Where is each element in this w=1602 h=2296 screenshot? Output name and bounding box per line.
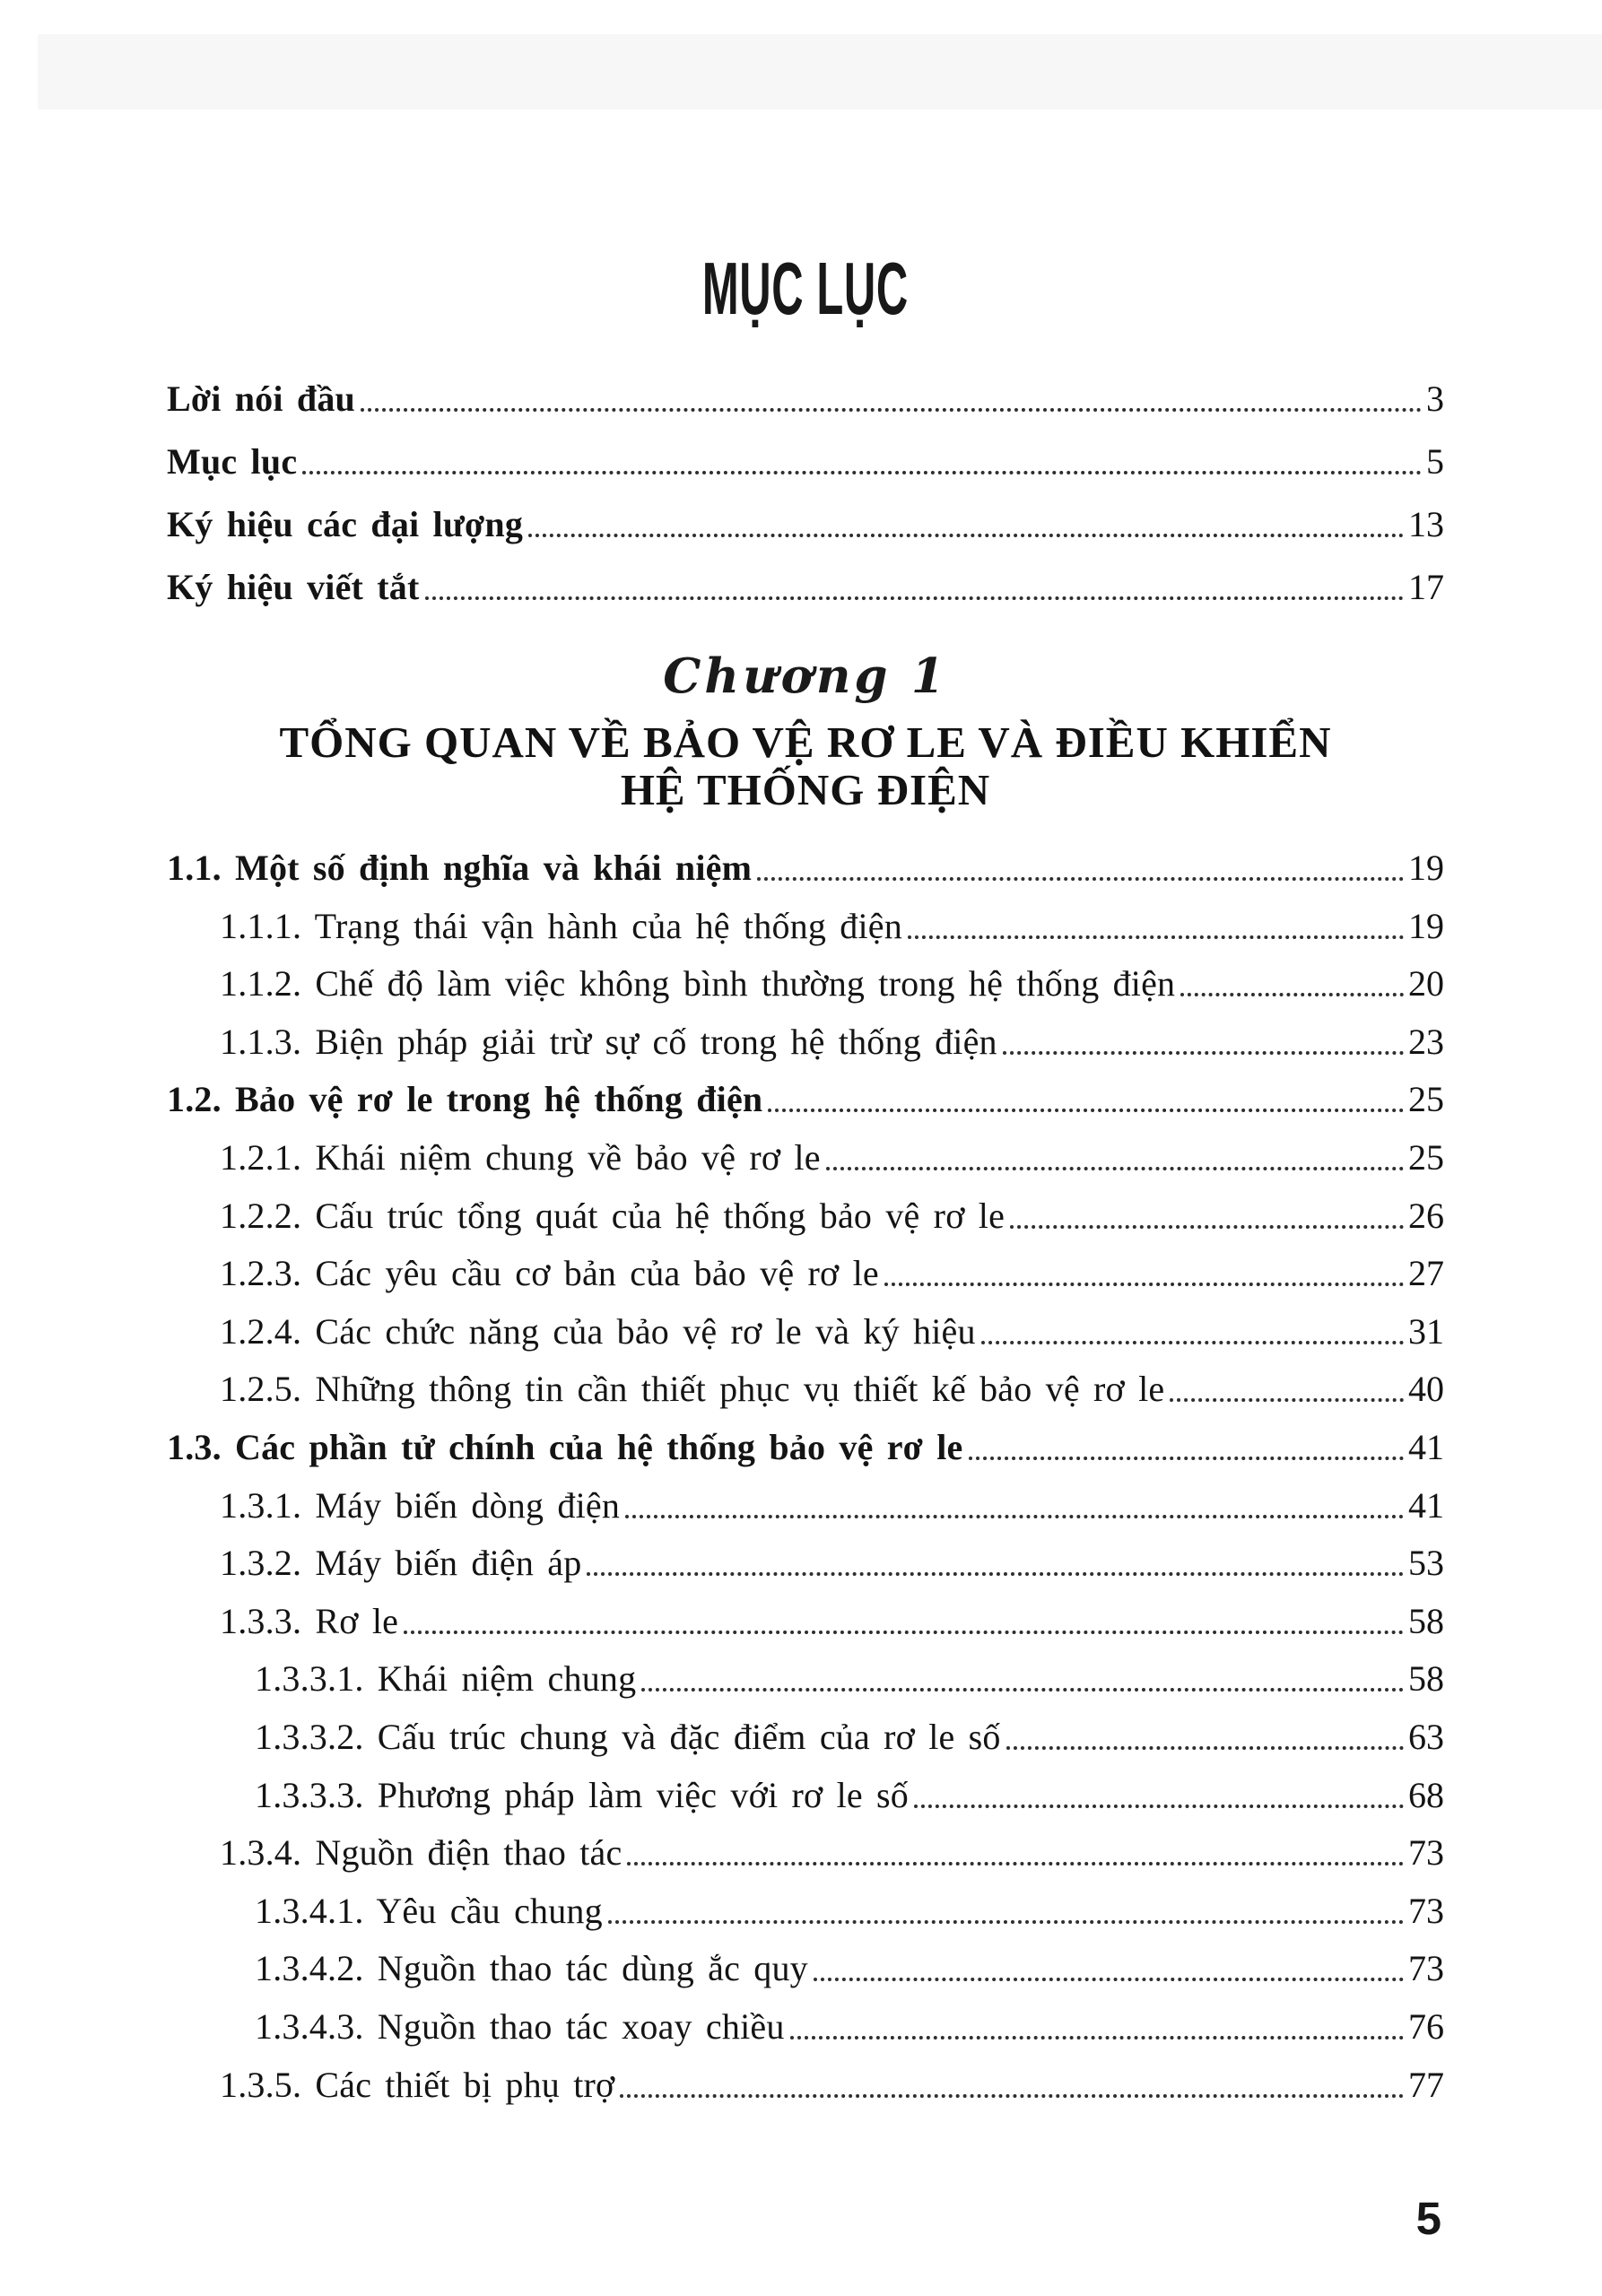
entry-page-number: 73 [1408, 1832, 1444, 1873]
entry-label: 1.2.1. Khái niệm chung về bảo vệ rơ le [220, 1137, 821, 1178]
toc-entry [255, 1719, 1444, 1755]
front-matter-entry [167, 378, 1444, 419]
toc-entry [255, 1893, 1444, 1929]
dot-leader [641, 1688, 1404, 1692]
chapter-title-line1: TỔNG QUAN VỀ BẢO VỆ RƠ LE VÀ ĐIỀU KHIỂN [279, 718, 1332, 767]
entry-label: Ký hiệu viết tắt [167, 567, 420, 607]
toc-entry [255, 1775, 1444, 1815]
entry-page-number: 76 [1408, 2006, 1444, 2047]
entry-label: 1.3.4.3. Nguồn thao tác xoay chiều [255, 2006, 785, 2047]
entry-page-number: 25 [1408, 1137, 1444, 1178]
entry-label: 1.3.5. Các thiết bị phụ trợ [220, 2065, 615, 2105]
entry-label: 1.3.3.2. Cấu trúc chung và đặc điểm của rơ le số [255, 1717, 1001, 1757]
entry-page-number: 31 [1408, 1311, 1444, 1352]
entry-label: Mục lục [167, 441, 298, 482]
dot-leader [1003, 1051, 1404, 1055]
dot-leader [969, 1457, 1405, 1460]
toc-entry [220, 1137, 1444, 1178]
toc-entry [255, 2006, 1444, 2047]
entry-label: 1.1. Một số định nghĩa và khái niệm [167, 848, 753, 888]
page-title-text: MỤC LỤC [702, 247, 909, 330]
dot-leader [620, 2094, 1404, 2098]
scan-shading-band [38, 34, 1602, 109]
entry-page-number: 53 [1408, 1543, 1444, 1583]
entry-label: 1.2.5. Những thông tin cần thiết phục vụ thiết kế bảo vệ rơ le [220, 1369, 1165, 1409]
entry-label: 1.3.4.2. Nguồn thao tác dùng ắc quy [255, 1948, 808, 1988]
toc-entry [255, 1948, 1444, 1988]
front-matter-entry [167, 441, 1444, 482]
entry-page-number: 20 [1408, 963, 1444, 1004]
entry-page-number: 17 [1408, 567, 1444, 607]
toc-entry [167, 1427, 1444, 1467]
toc-entry [220, 1485, 1444, 1526]
toc-entry [220, 1024, 1444, 1060]
entry-page-number: 13 [1408, 504, 1444, 544]
entry-page-number: 19 [1408, 906, 1444, 946]
dot-leader [981, 1341, 1404, 1344]
chapter-script-label: Chương 1 [663, 648, 948, 704]
front-matter-entry [167, 567, 1444, 607]
entry-label: 1.3. Các phần tử chính của hệ thống bảo vệ rơ le [167, 1427, 963, 1467]
toc-entry [255, 1658, 1444, 1699]
entry-page-number: 5 [1426, 441, 1444, 482]
toc-entry [220, 1832, 1444, 1873]
entry-label: 1.2.4. Các chức năng của bảo vệ rơ le và ký hiệu [220, 1311, 976, 1352]
dot-leader [908, 935, 1404, 939]
entry-page-number: 73 [1408, 1891, 1444, 1931]
toc-entry [220, 1311, 1444, 1352]
dot-leader [627, 1862, 1404, 1866]
entry-label: 1.3.1. Máy biến dòng điện [220, 1485, 621, 1526]
dot-leader [757, 877, 1404, 881]
entry-label: 1.3.4. Nguồn điện thao tác [220, 1832, 623, 1873]
dot-leader [528, 534, 1404, 537]
entry-label: 1.3.3.1. Khái niệm chung [255, 1658, 637, 1699]
front-matter-entry [167, 504, 1444, 544]
toc-entry [167, 1079, 1444, 1119]
dot-leader [425, 596, 1404, 600]
entry-page-number: 73 [1408, 1948, 1444, 1988]
dot-leader [361, 408, 1422, 412]
entry-page-number: 19 [1408, 848, 1444, 888]
dot-leader [790, 2036, 1404, 2039]
entry-label: 1.3.3. Rơ le [220, 1601, 399, 1641]
entry-page-number: 58 [1408, 1658, 1444, 1699]
entry-label: 1.3.4.1. Yêu cầu chung [255, 1891, 603, 1931]
toc-entry [220, 1371, 1444, 1407]
entry-label: 1.1.3. Biện pháp giải trừ sự cố trong hệ thống điện [220, 1022, 997, 1062]
toc-entry [220, 1545, 1444, 1581]
entry-page-number: 41 [1408, 1427, 1444, 1467]
toc-entry [220, 1198, 1444, 1234]
entry-page-number: 68 [1408, 1775, 1444, 1815]
page-title [167, 247, 1444, 330]
dot-leader [1006, 1746, 1404, 1750]
entry-label: 1.1.2. Chế độ làm việc không bình thường trong hệ thống điện [220, 963, 1176, 1004]
entry-page-number: 26 [1408, 1196, 1444, 1236]
chapter-title-line2: HỆ THỐNG ĐIỆN [620, 765, 991, 814]
toc-entry [220, 1253, 1444, 1293]
dot-leader [884, 1283, 1404, 1286]
toc-entry [220, 963, 1444, 1004]
entry-page-number: 25 [1408, 1079, 1444, 1119]
toc-entry [167, 850, 1444, 886]
dot-leader [608, 1920, 1404, 1924]
dot-leader [1170, 1398, 1404, 1402]
entry-page-number: 3 [1426, 378, 1444, 419]
entry-label: Ký hiệu các đại lượng [167, 504, 524, 544]
entry-page-number: 58 [1408, 1601, 1444, 1641]
entry-label: 1.1.1. Trạng thái vận hành của hệ thống điện [220, 906, 902, 946]
entry-label: Lời nói đầu [167, 378, 355, 419]
entry-label: 1.3.3.3. Phương pháp làm việc với rơ le số [255, 1775, 910, 1815]
toc-entry [220, 906, 1444, 946]
entry-label: 1.2.3. Các yêu cầu cơ bản của bảo vệ rơ le [220, 1253, 879, 1293]
dot-leader [625, 1515, 1404, 1518]
dot-leader [587, 1572, 1404, 1576]
toc-entry [220, 2067, 1444, 2103]
dot-leader [768, 1109, 1404, 1112]
entry-page-number: 23 [1408, 1022, 1444, 1062]
entry-label: 1.2. Bảo vệ rơ le trong hệ thống điện [167, 1079, 763, 1119]
toc-entry [220, 1601, 1444, 1641]
entry-page-number: 63 [1408, 1717, 1444, 1757]
entry-page-number: 41 [1408, 1485, 1444, 1526]
dot-leader [1010, 1225, 1404, 1229]
entry-page-number: 27 [1408, 1253, 1444, 1293]
dot-leader [914, 1805, 1404, 1808]
dot-leader [826, 1167, 1404, 1170]
entry-page-number: 77 [1408, 2065, 1444, 2105]
entry-page-number: 40 [1408, 1369, 1444, 1409]
dot-leader [404, 1631, 1404, 1634]
dot-leader [1180, 993, 1404, 996]
dot-leader [302, 471, 1422, 474]
entry-label: 1.3.2. Máy biến điện áp [220, 1543, 582, 1583]
entry-label: 1.2.2. Cấu trúc tổng quát của hệ thống bảo vệ rơ le [220, 1196, 1006, 1236]
dot-leader [814, 1978, 1404, 1981]
folio-page-number: 5 [1415, 2193, 1441, 2244]
